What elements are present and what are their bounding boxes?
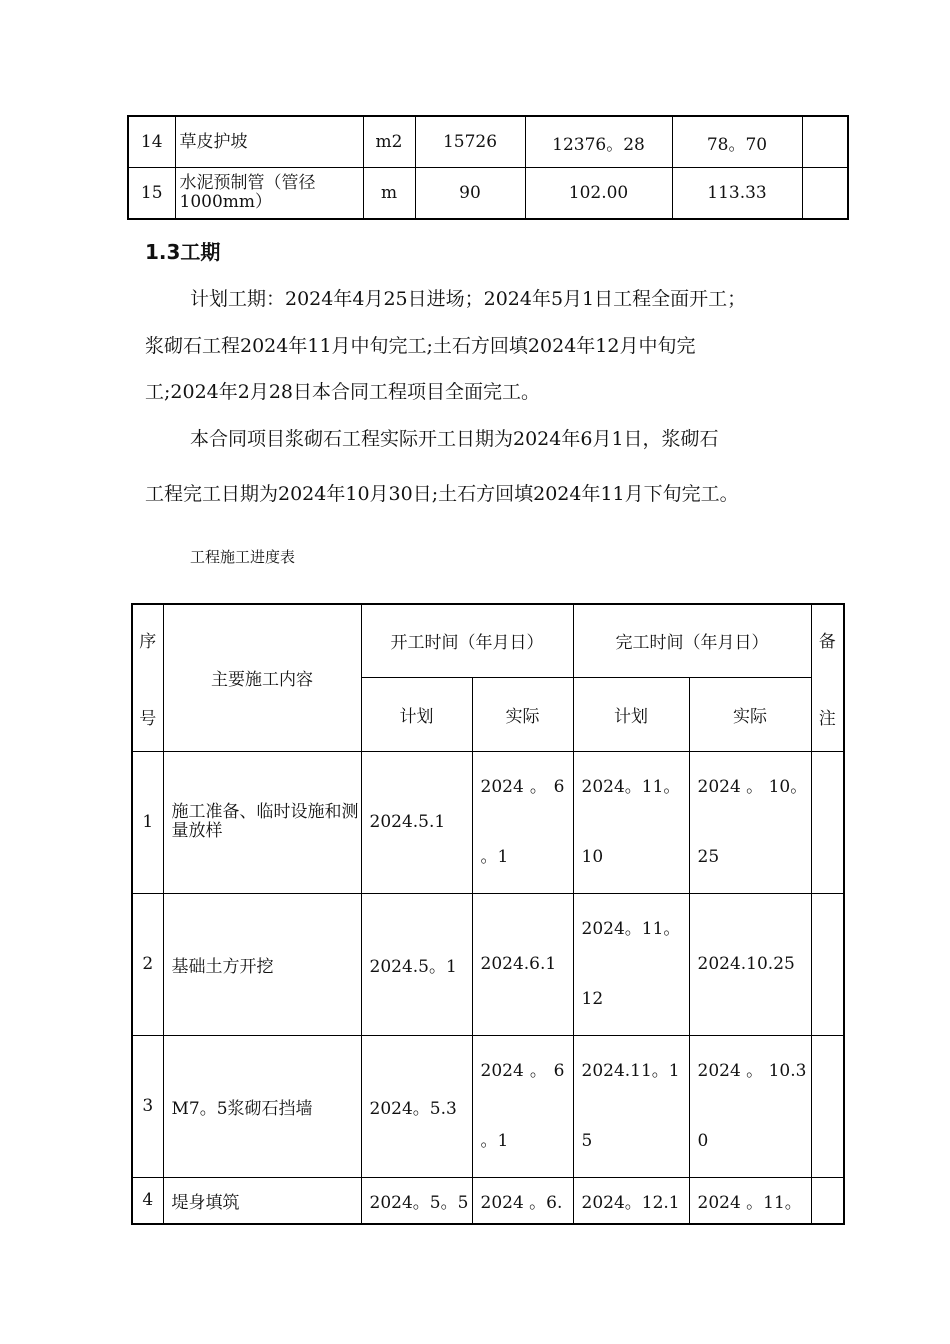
table-row: [132, 751, 844, 893]
table-row: [132, 1035, 844, 1177]
paragraph-line: 计划工期：2024年4月25日进场；2024年5月1日工程全面开工；: [190, 288, 747, 310]
remark: [802, 116, 848, 168]
row-number: 2: [132, 893, 163, 1035]
remark: [802, 168, 848, 220]
paragraph-line: 工;2024年2月28日本合同工程项目全面完工。: [145, 381, 541, 403]
item-name: 草皮护坡: [175, 116, 363, 168]
table-caption: 工程施工进度表: [190, 548, 296, 566]
start-plan: 2024.5。1: [361, 893, 472, 1035]
quantity-table: [127, 115, 849, 220]
start-plan: 2024.5.1: [361, 751, 472, 893]
start-plan: 2024。5。5: [361, 1177, 472, 1224]
paragraph-line: 工程完工日期为2024年10月30日;土石方回填2024年11月下旬完工。: [145, 483, 739, 505]
finish-plan: 2024。11。 10: [573, 751, 689, 893]
start-time-header: 开工时间（年月日）: [361, 604, 573, 677]
paragraph-line: 浆砌石工程2024年11月中旬完工;土石方回填2024年12月中旬完: [145, 335, 696, 357]
row-number: 14: [128, 116, 175, 168]
actual-quantity: 102.00: [525, 168, 672, 220]
start-actual: 2024 。6.: [472, 1177, 573, 1224]
content-header: 主要施工内容: [163, 604, 361, 751]
finish-actual: 2024 。 10.3 0: [689, 1035, 811, 1177]
start-actual: 2024 。 6 。1: [472, 1035, 573, 1177]
actual-quantity: 12376。28: [525, 116, 672, 168]
remark: [811, 751, 844, 893]
seq-header: 序 号: [132, 604, 163, 751]
finish-actual: 2024 。 10。 25: [689, 751, 811, 893]
percentage: 113.33: [672, 168, 802, 220]
table-row: [128, 116, 848, 168]
note-header: 备 注: [811, 604, 844, 751]
item-name: 水泥预制管（管径1000mm）: [175, 168, 363, 220]
start-plan-header: 计划: [361, 677, 472, 751]
finish-plan-header: 计划: [573, 677, 689, 751]
planned-quantity: 90: [415, 168, 525, 220]
header-row: [132, 604, 844, 677]
table-row: [132, 1177, 844, 1224]
planned-quantity: 15726: [415, 116, 525, 168]
task-content: 堤身填筑: [163, 1177, 361, 1224]
finish-plan: 2024。12.1: [573, 1177, 689, 1224]
percentage: 78。70: [672, 116, 802, 168]
finish-actual-header: 实际: [689, 677, 811, 751]
finish-actual: 2024 。11。: [689, 1177, 811, 1224]
start-actual-header: 实际: [472, 677, 573, 751]
remark: [811, 893, 844, 1035]
row-number: 4: [132, 1177, 163, 1224]
table-row: [132, 893, 844, 1035]
section-heading: 1.3工期: [145, 240, 221, 264]
row-number: 15: [128, 168, 175, 220]
finish-plan: 2024.11。1 5: [573, 1035, 689, 1177]
task-content: M7。5浆砌石挡墙: [163, 1035, 361, 1177]
start-actual: 2024.6.1: [472, 893, 573, 1035]
task-content: 基础土方开挖: [163, 893, 361, 1035]
paragraph-line: 本合同项目浆砌石工程实际开工日期为2024年6月1日，浆砌石: [190, 428, 719, 450]
schedule-table: [131, 603, 845, 1225]
row-number: 3: [132, 1035, 163, 1177]
unit: m: [363, 168, 415, 220]
unit: m2: [363, 116, 415, 168]
start-actual: 2024 。 6 。1: [472, 751, 573, 893]
finish-plan: 2024。11。 12: [573, 893, 689, 1035]
finish-time-header: 完工时间（年月日）: [573, 604, 811, 677]
row-number: 1: [132, 751, 163, 893]
remark: [811, 1035, 844, 1177]
table-row: [128, 168, 848, 220]
finish-actual: 2024.10.25: [689, 893, 811, 1035]
start-plan: 2024。5.3: [361, 1035, 472, 1177]
remark: [811, 1177, 844, 1224]
task-content: 施工准备、临时设施和测量放样: [163, 751, 361, 893]
